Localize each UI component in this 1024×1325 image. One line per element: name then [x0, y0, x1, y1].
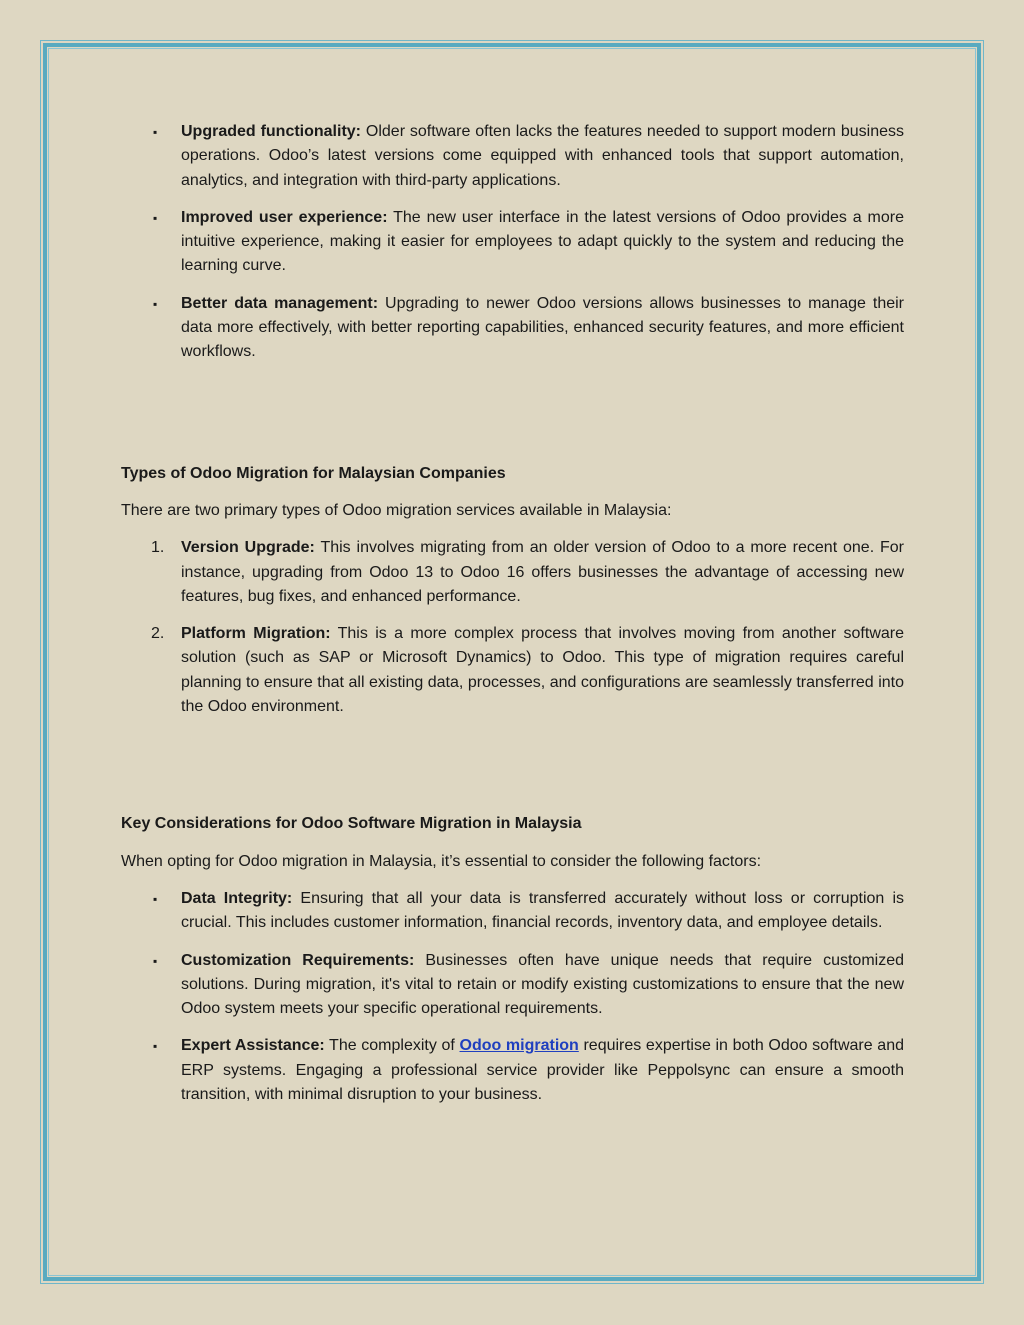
item-text: The complexity of: [324, 1037, 460, 1055]
section-heading: Key Considerations for Odoo Software Migration in Malaysia: [121, 815, 582, 833]
list-item: [121, 206, 904, 279]
item-text: This is a more complex process that involves moving from another software solution (such as SAP or Microsoft Dynamics) to Odoo. This type of migration requires careful planning to ensure that all existing data, processes, and configurations are seamlessly transferred into the Odoo environment.: [181, 625, 905, 716]
bullet-marker: ▪: [153, 210, 158, 225]
item-label: Data Integrity:: [181, 889, 293, 907]
bullet-marker: ▪: [153, 296, 158, 311]
list-item: [121, 622, 904, 719]
item-label: Improved user experience:: [181, 208, 388, 226]
list-item: [121, 120, 904, 193]
item-text: requires expertise in both Odoo software and ERP systems. Engaging a professional service provider like Peppolsync can ensure a smooth transition, with minimal disruption to your business.: [181, 1037, 905, 1104]
section-intro: There are two primary types of Odoo migration services available in Malaysia:: [121, 501, 672, 519]
considerations-list: [121, 887, 904, 1107]
bullet-marker: ▪: [153, 953, 158, 968]
list-item: [121, 536, 904, 609]
item-text: Older software often lacks the features needed to support modern business operations. Odoo’s latest versions come equipped with enhanced tools that support automation, analytics, and integration with third-party applications.: [181, 123, 904, 189]
section-heading: Types of Odoo Migration for Malaysian Companies: [121, 464, 506, 482]
item-text: This involves migrating from an older version of Odoo to a more recent one. For instance, upgrading from Odoo 13 to Odoo 16 offers businesses the advantage of accessing new features, bug fixes, and enhanced performance.: [181, 539, 904, 605]
document-body: [121, 120, 904, 1120]
migration-types-list: [121, 536, 904, 719]
odoo-migration-link[interactable]: Odoo migration: [459, 1037, 579, 1055]
item-text: The new user interface in the latest versions of Odoo provides a more intuitive experience, making it easier for employees to adapt quickly to the system and reducing the learning curve.: [181, 208, 905, 275]
list-item: [121, 887, 904, 936]
section-intro: When opting for Odoo migration in Malaysia, it’s essential to consider the following factors:: [121, 852, 762, 870]
list-item: [121, 949, 904, 1022]
item-label: Customization Requirements:: [181, 951, 415, 969]
item-text: Upgrading to newer Odoo versions allows businesses to manage their data more effectively, with better reporting capabilities, enhanced security features, and more efficient workflows.: [181, 294, 905, 361]
item-label: Platform Migration:: [181, 625, 331, 643]
benefits-list: [121, 120, 904, 365]
number-marker: 1.: [151, 539, 165, 557]
item-label: Upgraded functionality:: [181, 123, 361, 140]
list-item: [121, 292, 904, 365]
list-item: [121, 1034, 904, 1107]
number-marker: 2.: [151, 625, 165, 643]
item-label: Expert Assistance:: [181, 1037, 325, 1055]
bullet-marker: ▪: [153, 891, 158, 906]
bullet-marker: ▪: [153, 1039, 158, 1054]
item-label: Version Upgrade:: [181, 539, 315, 557]
bullet-marker: ▪: [153, 125, 158, 139]
item-text: Businesses often have unique needs that require customized solutions. During migration, it's vital to retain or modify existing customizations to ensure that the new Odoo system meets your specific operational requirements.: [181, 951, 905, 1018]
spacer: [121, 378, 904, 462]
item-text: Ensuring that all your data is transferred accurately without loss or corruption is crucial. This includes customer information, financial records, inventory data, and employee details.: [181, 889, 904, 932]
item-label: Better data management:: [181, 294, 379, 312]
spacer: [121, 732, 904, 812]
